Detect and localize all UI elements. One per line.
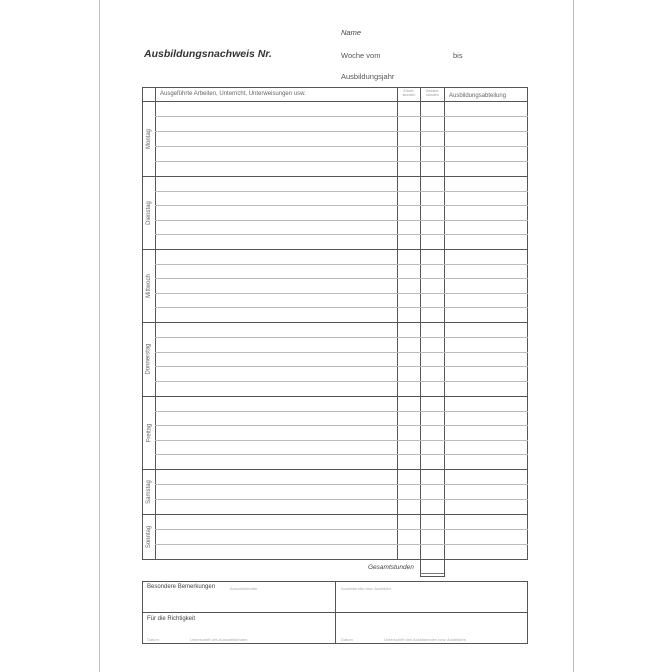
col-total-header: Gesamt-stunden [425, 89, 440, 97]
week-label: Woche vom [341, 51, 381, 60]
writing-line [155, 293, 528, 294]
day-divider [142, 514, 528, 515]
day-label-dienstag: Dienstag [146, 200, 152, 225]
trainee-remarks-label: Auszubildender [230, 586, 258, 591]
writing-line [155, 307, 528, 308]
writing-line [155, 411, 528, 412]
day-label-montag: Montag [146, 128, 153, 149]
trainee-signature-label: Unterschrift des Auszubildenden [190, 637, 248, 642]
writing-line [155, 264, 528, 265]
writing-line [155, 278, 528, 279]
writing-line [155, 131, 528, 132]
writing-line [155, 146, 528, 147]
name-label: Name [341, 28, 362, 37]
page-right-edge [573, 0, 574, 672]
footer-column-divider [335, 581, 336, 644]
writing-line [155, 220, 528, 221]
writing-line [155, 499, 528, 500]
writing-line [155, 366, 528, 367]
activity-table [142, 87, 528, 560]
day-divider [142, 322, 528, 323]
col-dept-header: Ausbildungsabteilung [449, 93, 507, 99]
writing-line [155, 425, 528, 426]
writing-line [155, 544, 528, 545]
day-label-mittwoch: Mittwoch [146, 273, 153, 298]
col-work-header: Ausgeführte Arbeiten, Unterricht, Unterweisungen usw. [160, 91, 306, 97]
writing-line [155, 454, 528, 455]
total-box-bottom [420, 576, 444, 577]
day-label-sonntag: Sonntag [146, 525, 153, 549]
date-right-label: Datum [341, 637, 353, 642]
single-hours-divider [397, 87, 398, 560]
writing-line [155, 205, 528, 206]
writing-line [155, 234, 528, 235]
writing-line [155, 116, 528, 117]
day-divider [142, 176, 528, 177]
trainer-signature-label: Unterschrift des Ausbildenden bzw. Ausbilders [384, 637, 466, 642]
writing-line [155, 352, 528, 353]
day-label-donnerstag: Donnerstag [146, 343, 152, 375]
writing-line [155, 161, 528, 162]
writing-line [155, 440, 528, 441]
day-divider [142, 469, 528, 470]
writing-line [155, 484, 528, 485]
until-label: bis [453, 51, 463, 60]
total-hours-label: Gesamtstunden [368, 564, 414, 571]
correctness-label: Für die Richtigkeit [147, 616, 196, 622]
page-left-edge [99, 0, 100, 672]
writing-line [155, 381, 528, 382]
date-left-label: Datum [147, 637, 159, 642]
year-label: Ausbildungsjahr [341, 72, 395, 81]
day-label-freitag: Freitag [146, 423, 152, 442]
day-divider [142, 396, 528, 397]
day-divider [142, 249, 528, 250]
col-single-header: Einzel-stunden [402, 89, 416, 97]
writing-line [155, 529, 528, 530]
writing-line [155, 337, 528, 338]
page-title: Ausbildungsnachweis Nr. [144, 48, 272, 60]
remarks-label: Besondere Bemerkungen [147, 584, 216, 590]
total-box-double-line [420, 573, 444, 574]
header-row-divider [142, 101, 528, 102]
trainer-remarks-label: Ausbildender bzw. Ausbilder [341, 586, 392, 591]
writing-line [155, 191, 528, 192]
day-label-samstag: Samstag [146, 479, 152, 504]
